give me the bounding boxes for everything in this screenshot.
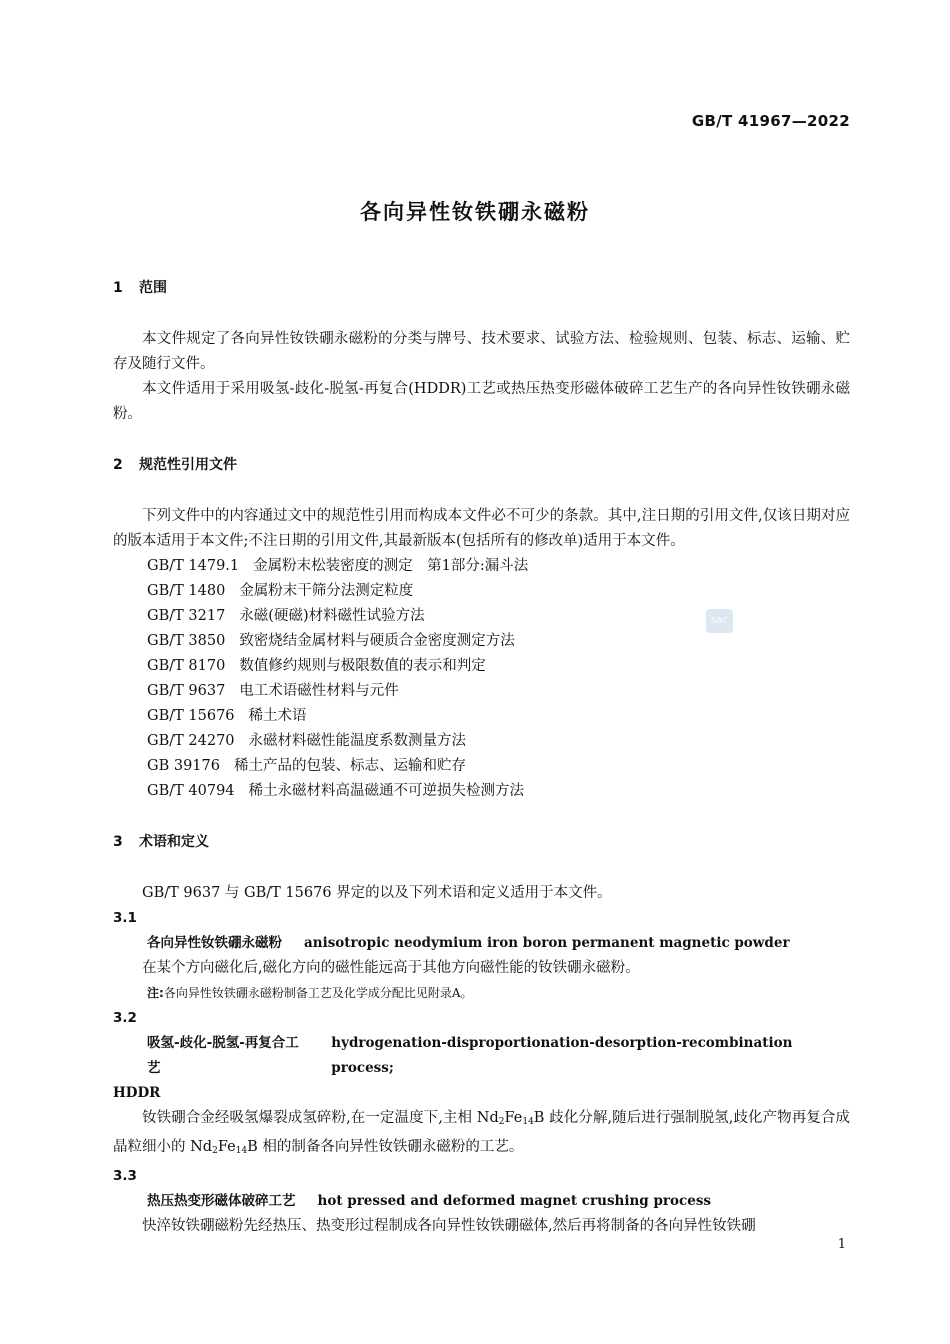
reference-code: GB/T 24270 [147,733,235,749]
reference-item [113,579,850,604]
term-english: hydrogenation-disproportionation-desorption-recombination process; [331,1035,793,1076]
reference-item [113,679,850,704]
document-body [113,276,850,1239]
section-number: 3 [113,834,123,850]
section-title: 术语和定义 [139,834,209,850]
reference-title: 电工术语磁性材料与元件 [239,683,399,699]
reference-code: GB/T 8170 [147,658,226,674]
term-number: 3.1 [113,910,137,926]
reference-code: GB/T 40794 [147,783,235,799]
term-chinese: 吸氢-歧化-脱氢-再复合工艺 [147,1035,299,1076]
term-note [113,981,850,1006]
subscript: 2 [498,1117,505,1127]
reference-item [113,604,850,629]
term-definition: 在某个方向磁化后,磁化方向的磁性能远高于其他方向磁性能的钕铁硼永磁粉。 [142,960,640,976]
reference-code: GB/T 1479.1 [147,558,240,574]
definition-text: B 歧化分解,随后进行强制脱氢,歧化产物再复合成晶粒细小的 Nd [113,1110,850,1155]
reference-item [113,754,850,779]
definition-text: Fe [217,1139,236,1155]
section-title: 范围 [139,280,167,296]
section-number: 1 [113,280,123,296]
reference-code: GB/T 9637 [147,683,226,699]
term-abbreviation: HDDR [113,1085,161,1101]
reference-item [113,729,850,754]
reference-title: 数值修约规则与极限数值的表示和判定 [239,658,486,674]
reference-title: 稀土产品的包装、标志、运输和贮存 [233,758,466,774]
reference-title: 永磁(硬磁)材料磁性试验方法 [239,608,425,624]
section-heading-normative-references [113,453,850,478]
reference-item [113,704,850,729]
scope-paragraph-1: 本文件规定了各向异性钕铁硼永磁粉的分类与牌号、技术要求、试验方法、检验规则、包装、标志、运输、贮存及随行文件。 [113,331,850,372]
subscript: 14 [235,1146,248,1156]
definition-text: B 相的制备各向异性钕铁硼永磁粉的工艺。 [247,1139,524,1155]
reference-code: GB 39176 [147,758,220,774]
definition-text: Fe [504,1110,523,1126]
reference-list [113,554,850,804]
reference-title: 永磁材料磁性能温度系数测量方法 [248,733,467,749]
reference-code: GB/T 15676 [147,708,235,724]
term-heading [113,1031,850,1081]
reference-title: 金属粉末松装密度的测定 第1部分:漏斗法 [253,558,529,574]
term-english: anisotropic neodymium iron boron permanent magnetic powder [304,935,790,951]
term-definition [113,1106,850,1164]
reference-item [113,654,850,679]
terms-intro: GB/T 9637 与 GB/T 15676 界定的以及下列术语和定义适用于本文件。 [142,885,612,901]
reference-code: GB/T 1480 [147,583,226,599]
note-label: 注: [147,986,164,1000]
section-heading-terms [113,830,850,855]
reference-title: 金属粉末干筛分法测定粒度 [239,583,414,599]
reference-title: 稀土永磁材料高温磁通不可逆损失检测方法 [248,783,525,799]
section-number: 2 [113,457,123,473]
reference-title: 致密烧结金属材料与硬质合金密度测定方法 [239,633,515,649]
definition-text: 钕铁硼合金经吸氢爆裂成氢碎粉,在一定温度下,主相 Nd [142,1110,499,1126]
reference-code: GB/T 3217 [147,608,226,624]
term-chinese: 热压热变形磁体破碎工艺 [147,1193,296,1209]
term-chinese: 各向异性钕铁硼永磁粉 [147,935,282,951]
scope-paragraph-2: 本文件适用于采用吸氢-歧化-脱氢-再复合(HDDR)工艺或热压热变形磁体破碎工艺生产的各向异性钕铁硼永磁粉。 [113,381,850,422]
reference-item [113,779,850,804]
note-text: 各向异性钕铁硼永磁粉制备工艺及化学成分配比见附录A。 [163,986,473,1000]
term-heading [113,931,850,956]
term-definition: 快淬钕铁硼磁粉先经热压、热变形过程制成各向异性钕铁硼磁体,然后再将制备的各向异性钕铁硼 [142,1218,756,1234]
section-heading-scope [113,276,850,301]
sac-watermark-logo: SAC [706,609,733,633]
subscript: 14 [522,1117,534,1127]
term-english: hot pressed and deformed magnet crushing process [317,1193,712,1209]
reference-item [113,629,850,654]
standard-code: GB/T 41967—2022 [691,112,850,130]
references-intro: 下列文件中的内容通过文中的规范性引用而构成本文件必不可少的条款。其中,注日期的引用文件,仅该日期对应的版本适用于本文件;不注日期的引用文件,其最新版本(包括所有的修改单)适用于本文件。 [113,508,850,549]
reference-code: GB/T 3850 [147,633,226,649]
section-title: 规范性引用文件 [139,457,237,473]
reference-item [113,554,850,579]
term-number: 3.2 [113,1010,137,1026]
term-number: 3.3 [113,1168,137,1184]
reference-title: 稀土术语 [248,708,307,724]
term-heading [113,1189,850,1214]
page-number: 1 [837,1237,846,1252]
document-title: 各向异性钕铁硼永磁粉 [360,200,590,224]
subscript: 2 [212,1146,218,1156]
